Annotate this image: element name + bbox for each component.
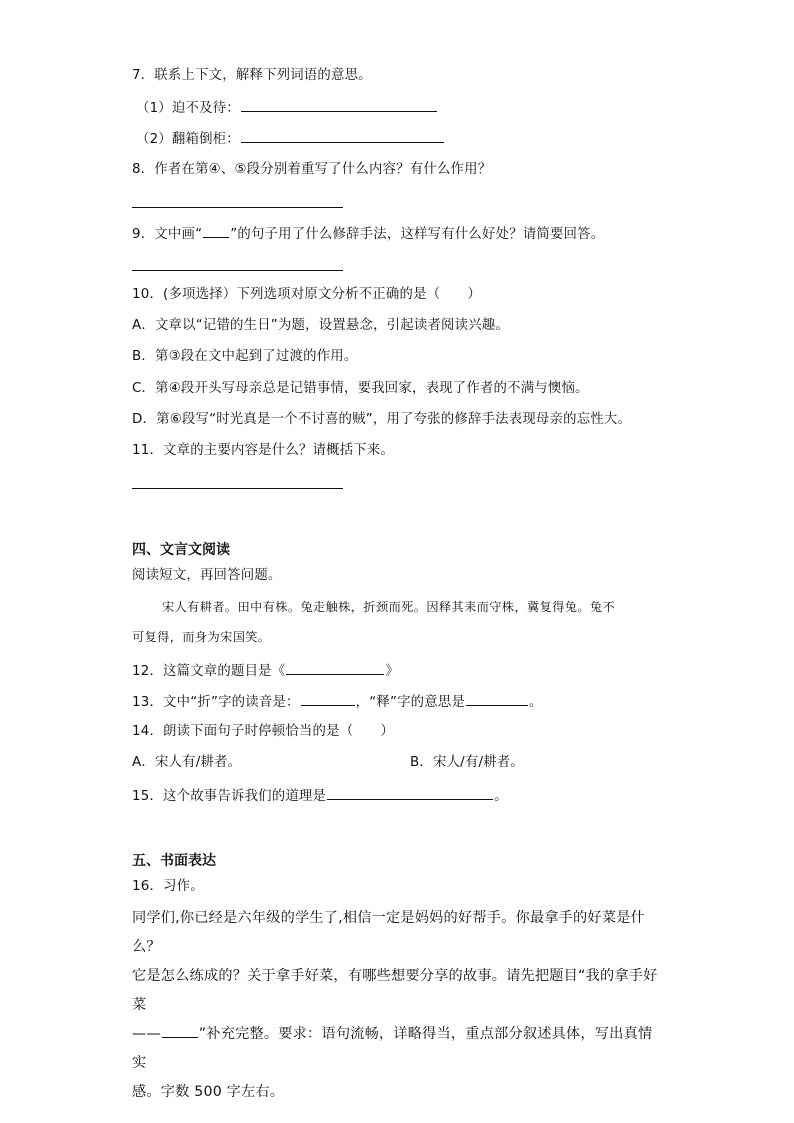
q16-prompt-line3 [132,1020,664,1078]
q7-part2-label: （2）翻箱倒柜： [136,132,240,147]
q9-stem-post: ”的句子用了什么修辞手法，这样写有什么好处？请简要回答。 [230,227,605,242]
q9-underline-mark [203,223,229,238]
q9-answer-line[interactable] [132,270,343,271]
q7-part1 [136,97,438,119]
classical-passage-line1: 宋人有耕者。田中有株。兔走触株，折颈而死。因释其耒而守株，冀复得兔。兔不 [162,600,616,614]
q16-dash: —— [132,1026,161,1042]
q12-stem-post: 》 [385,664,399,679]
q16-prompt-line4: 感。字数 500 字左右。 [132,1084,285,1100]
q10-option-a[interactable]: A．文章以“记错的生日”为题，设置悬念，引起读者阅读兴趣。 [132,318,509,333]
q11-answer-line[interactable] [132,488,343,489]
q12-stem [132,660,399,682]
q7-part2-answer-blank[interactable] [241,128,444,143]
q11-stem: 11．文章的主要内容是什么？请概括下来。 [132,443,395,458]
q10-option-c[interactable]: C．第④段开头写母亲总是记错事情，要我回家，表现了作者的不满与懊恼。 [132,381,589,396]
q15-stem [132,785,508,807]
q15-answer-blank[interactable] [327,785,493,800]
classical-passage [132,592,662,652]
q13-pronunciation-blank[interactable] [301,691,355,706]
q16-prompt-line3-rest: ”补充完整。要求：语句流畅，详略得当，重点部分叙述具体，写出真情实 [132,1026,653,1071]
q13-stem-pre: 13．文中“折”字的读音是： [132,695,300,710]
q14-option-b[interactable]: B．宋人/有/耕者。 [410,755,524,770]
q16-prompt-line1: 同学们,你已经是六年级的学生了,相信一定是妈妈的好帮手。你最拿手的好菜是什么？ [132,910,645,955]
q8-stem: 8．作者在第④、⑤段分别着重写了什么内容？有什么作用？ [132,162,492,177]
q16-prompt-line2: 它是怎么练成的？关于拿手好菜，有哪些想要分享的故事。请先把题目“我的拿手好菜 [132,968,658,1013]
q9-stem-pre: 9．文中画“ [132,227,203,242]
q8-answer-line[interactable] [132,207,343,208]
q14-option-a[interactable]: A．宋人有/耕者。 [132,755,242,770]
q15-stem-post: 。 [494,789,508,804]
q7-part2 [136,128,445,150]
q7-part1-answer-blank[interactable] [241,97,437,112]
q16-prompt [132,904,664,1107]
q12-answer-blank[interactable] [286,660,384,675]
q13-meaning-blank[interactable] [466,691,528,706]
q16-title-blank[interactable] [162,1023,198,1038]
q12-stem-pre: 12．这篇文章的题目是《 [132,664,286,679]
q10-stem: 10．(多项选择）下列选项对原文分析不正确的是（ ） [132,287,482,302]
section4-heading: 四、文言文阅读 [132,542,230,558]
q13-stem-mid: ，“释”字的意思是 [355,695,466,710]
q13-stem-post: 。 [529,695,543,710]
q7-stem: 7．联系上下文，解释下列词语的意思。 [132,68,372,83]
q14-stem: 14．朗读下面句子时停顿恰当的是（ ） [132,724,395,739]
classical-passage-line2: 可复得，而身为宋国笑。 [132,630,271,644]
q16-stem: 16．习作。 [132,879,204,894]
q9-stem [132,223,604,245]
q15-stem-pre: 15．这个故事告诉我们的道理是 [132,789,327,804]
q13-stem [132,691,543,713]
section5-heading: 五、书面表达 [132,853,216,869]
q7-part1-label: （1）迫不及待： [136,101,240,116]
section4-intro: 阅读短文，再回答问题。 [132,568,282,583]
q10-option-b[interactable]: B．第③段在文中起到了过渡的作用。 [132,349,358,364]
q10-option-d[interactable]: D．第⑥段写“时光真是一个不讨喜的贼”，用了夸张的修辞手法表现母亲的忘性大。 [132,412,632,427]
